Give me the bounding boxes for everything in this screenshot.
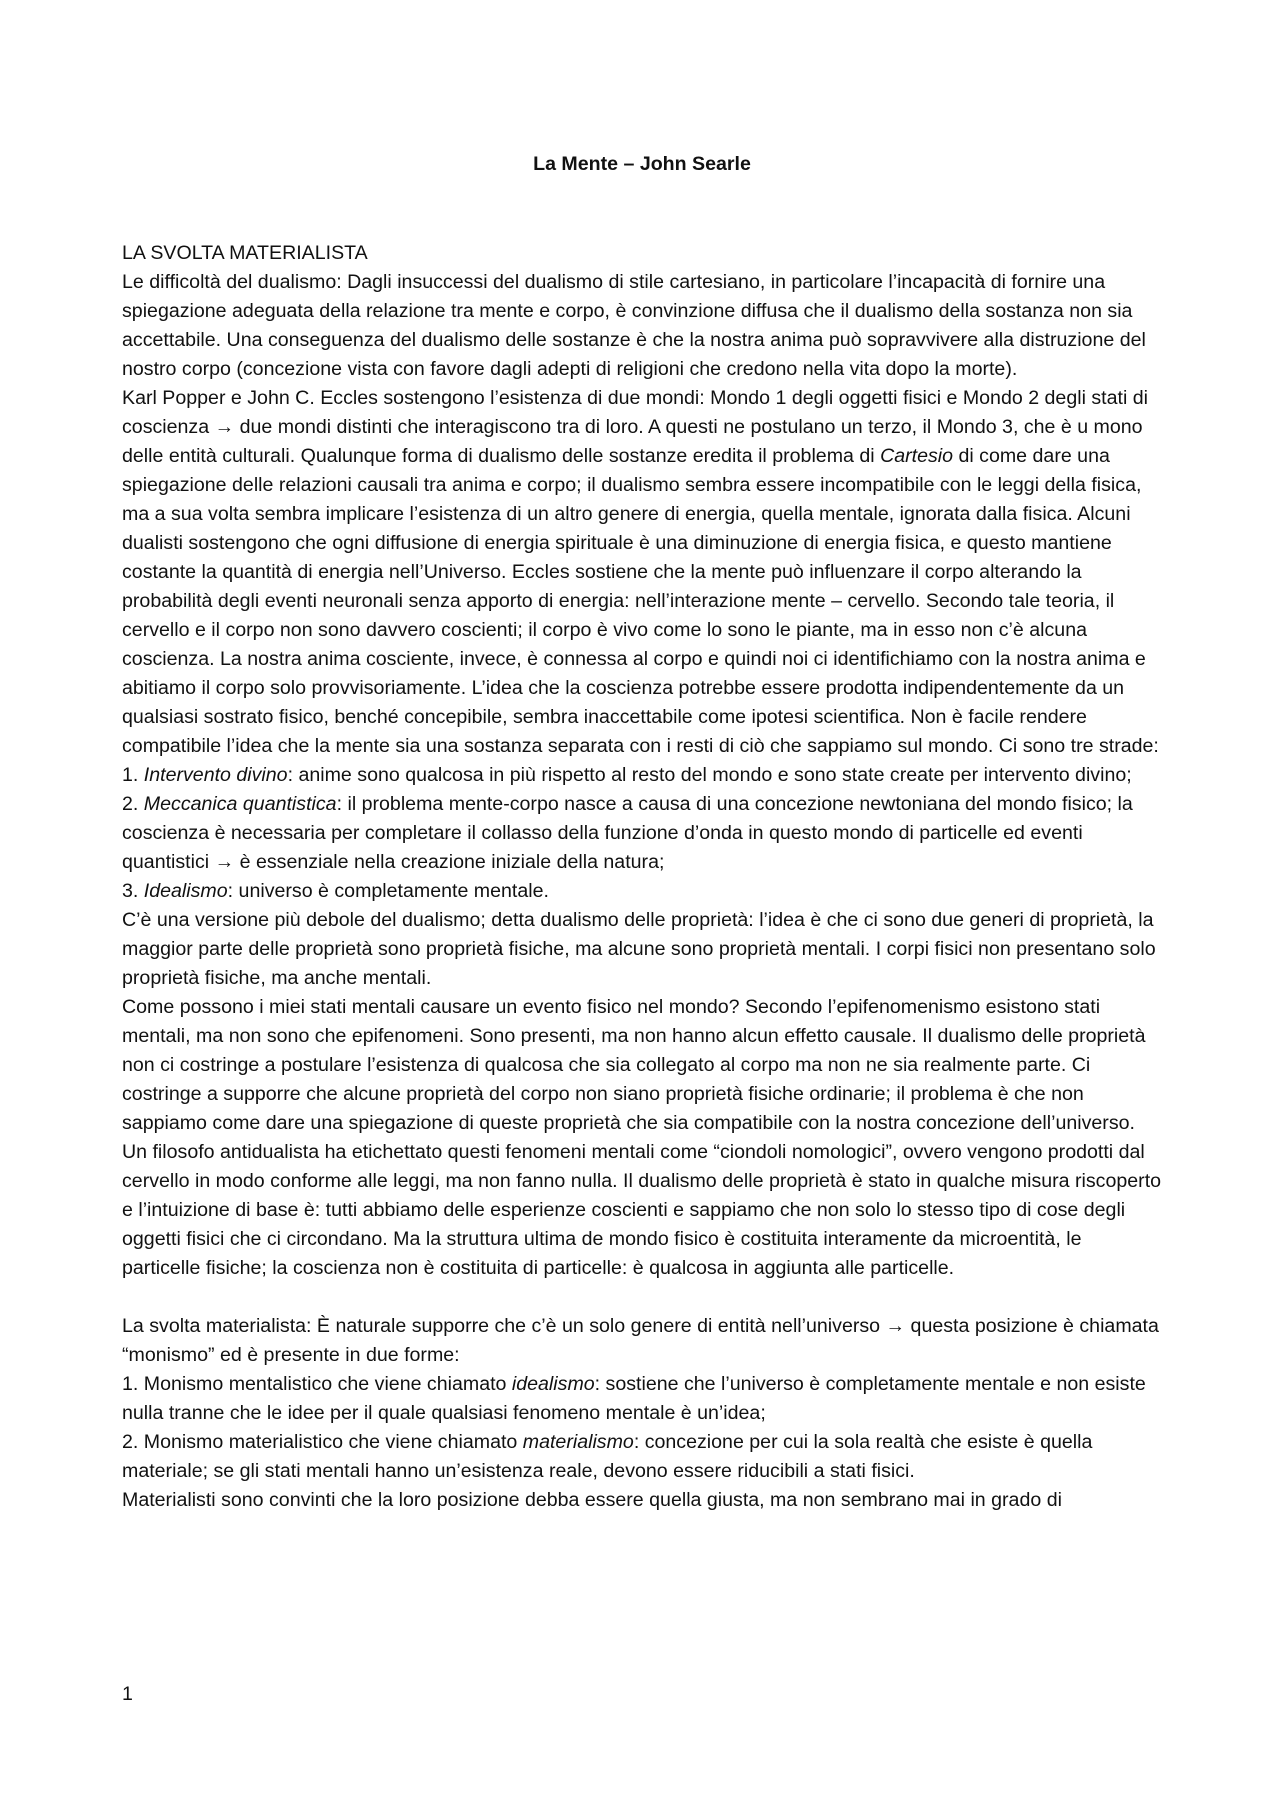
- text-span: : anime sono qualcosa in più rispetto al resto del mondo e sono state create per intervento divino;: [287, 764, 1132, 786]
- page-title: La Mente – John Searle: [533, 153, 751, 175]
- italic-term: Idealismo: [143, 880, 228, 902]
- italic-term: idealismo: [511, 1373, 595, 1395]
- list-number: 1.: [122, 764, 144, 786]
- text-span: 1. Monismo mentalistico che viene chiamato: [122, 1373, 512, 1395]
- list-item: [122, 877, 1162, 906]
- italic-term: Intervento divino: [143, 764, 288, 786]
- text-span: : il problema mente-corpo nasce a causa di una concezione newtoniana del mondo fisico; la coscienza è necessaria per completare il collasso della funzione d’onda in questo mondo di particelle ed eventi quantistici → è essenziale nella creazione iniziale della natura;: [122, 793, 1133, 873]
- text-span: : sostiene che l’universo è completamente mentale e non esiste nulla tranne che le idee per il quale qualsiasi fenomeno mentale è un’idea;: [122, 1373, 1146, 1424]
- paragraph: Come possono i miei stati mentali causare un evento fisico nel mondo? Secondo l’epifenomenismo esistono stati mentali, ma non sono che epifenomeni. Sono presenti, ma non hanno alcun effetto causale. Il dualismo delle proprietà non ci costringe a postulare l’esistenza di qualcosa che sia collegato al corpo ma non ne sia realmente parte. Ci costringe a supporre che alcune proprietà del corpo non siano proprietà fisiche ordinarie; il problema è che non sappiamo come dare una spiegazione di queste proprietà che sia compatibile con la nostra concezione dell’universo. Un filosofo antidualista ha etichettato questi fenomeni mentali come “ciondoli nomologici”, ovvero vengono prodotti dal cervello in modo conforme alle leggi, ma non fanno nulla. Il dualismo delle proprietà è stato in qualche misura riscoperto e l’intuizione di base è: tutti abbiamo delle esperienze coscienti e sappiamo che non solo lo stesso tipo di cose degli oggetti fisici che ci circondano. Ma la struttura ultima de mondo fisico è costituita interamente da microentità, le particelle fisiche; la coscienza non è costituita di particelle: è qualcosa in aggiunta alle particelle.: [122, 996, 1162, 1279]
- list-number: 3.: [122, 880, 144, 902]
- document-page: [122, 150, 1162, 1515]
- text-span: di come dare una spiegazione delle relazioni causali tra anima e corpo; il dualismo sembra essere incompatibile con le leggi della fisica, ma a sua volta sembra implicare l’esistenza di un altro genere di energia, quella mentale, ignorata dalla fisica. Alcuni dualisti sostengono che ogni diffusione di energia spirituale è una diminuzione di energia fisica, e questo mantiene costante la quantità di energia nell’Universo. Eccles sostiene che la mente può influenzare il corpo alterando la probabilità degli eventi neuronali senza apporto di energia: nell’interazione mente – cervello. Secondo tale teoria, il cervello e il corpo non sono davvero coscienti; il corpo è vivo come lo sono le piante, ma in esso non c’è alcuna coscienza. La nostra anima cosciente, invece, è connessa al corpo e quindi noi ci identifichiamo con la nostra anima e abitiamo il corpo solo provvisoriamente. L’idea che la coscienza potrebbe essere prodotta indipendentemente da un qualsiasi sostrato fisico, benché concepibile, sembra inaccettabile come ipotesi scientifica. Non è facile rendere compatibile l’idea che la mente sia una sostanza separata con i resti di ciò che sappiamo sul mondo. Ci sono tre strade:: [122, 445, 1159, 757]
- page-number: 1: [122, 1683, 133, 1705]
- list-item: [122, 761, 1162, 790]
- paragraph: C’è una versione più debole del dualismo; detta dualismo delle proprietà: l’idea è che ci sono due generi di proprietà, la maggior parte delle proprietà sono proprietà fisiche, ma alcune sono proprietà mentali. I corpi fisici non presentano solo proprietà fisiche, ma anche mentali.: [122, 909, 1156, 989]
- text-span: : universo è completamente mentale.: [227, 880, 549, 902]
- list-item: [122, 790, 1162, 877]
- paragraph: Materialisti sono convinti che la loro posizione debba essere quella giusta, ma non sembrano mai in grado di: [122, 1489, 1062, 1511]
- text-span: Karl Popper e John C. Eccles sostengono l’esistenza di due mondi: Mondo 1 degli oggetti fisici e Mondo 2 degli stati di coscienza → due mondi distinti che interagiscono tra di loro. A questi ne postulano un terzo, il Mondo 3, che è u mono delle entità culturali. Qualunque forma di dualismo delle sostanze eredita il problema di: [122, 387, 1149, 467]
- italic-term: materialismo: [522, 1431, 634, 1453]
- paragraph: [122, 384, 1162, 761]
- list-number: 2.: [122, 793, 144, 815]
- italic-term: Meccanica quantistica: [143, 793, 337, 815]
- paragraph: La svolta materialista: È naturale supporre che c’è un solo genere di entità nell’universo → questa posizione è chiamata “monismo” ed è presente in due forme:: [122, 1315, 1159, 1366]
- section-heading: LA SVOLTA MATERIALISTA: [122, 242, 368, 264]
- list-item: [122, 1370, 1162, 1428]
- text-span: 2. Monismo materialistico che viene chiamato: [122, 1431, 523, 1453]
- italic-term: Cartesio: [880, 445, 954, 467]
- text-span: : concezione per cui la sola realtà che esiste è quella materiale; se gli stati mentali hanno un’esistenza reale, devono essere riducibili a stati fisici.: [122, 1431, 1093, 1482]
- list-item: [122, 1428, 1162, 1486]
- paragraph-gap: [122, 1283, 1162, 1312]
- paragraph: Le difficoltà del dualismo: Dagli insuccessi del dualismo di stile cartesiano, in particolare l’incapacità di fornire una spiegazione adeguata della relazione tra mente e corpo, è convinzione diffusa che il dualismo della sostanza non sia accettabile. Una conseguenza del dualismo delle sostanze è che la nostra anima può sopravvivere alla distruzione del nostro corpo (concezione vista con favore dagli adepti di religioni che credono nella vita dopo la morte).: [122, 271, 1146, 380]
